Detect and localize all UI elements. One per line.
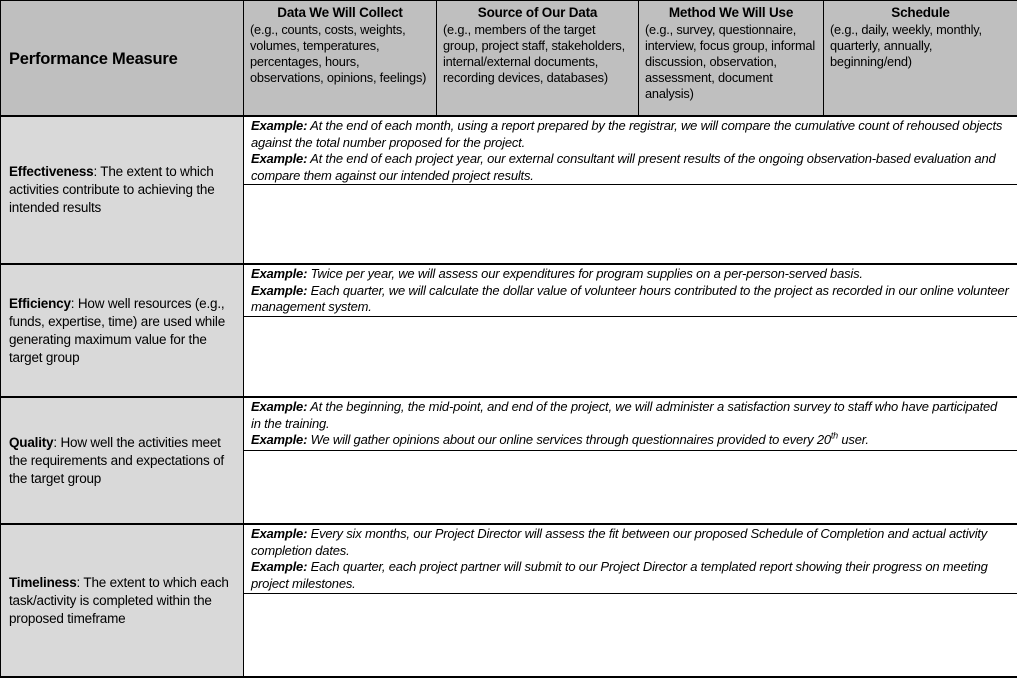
table-header-row <box>1 1 1017 117</box>
header-data-we-will-collect <box>244 1 437 115</box>
measure-text <box>9 295 233 367</box>
table-row <box>1 117 1017 265</box>
header-performance-measure-label: Performance Measure <box>9 50 178 68</box>
example-label: Example: <box>251 118 308 133</box>
example-line: Example: At the beginning, the mid-point, and end of the project, we will administer a satisfaction survey to staff who have participated in the training. <box>251 399 998 431</box>
column-description: (e.g., daily, weekly, monthly, quarterly, annually, beginning/end) <box>830 22 982 69</box>
example-label: Example: <box>251 526 308 541</box>
header-schedule <box>824 1 1017 115</box>
example-line: Example: Each quarter, we will calculate the dollar value of volunteer hours contributed to the project as recorded in our online volunteer management system. <box>251 282 1009 314</box>
header-method-we-will-use <box>639 1 824 115</box>
column-title: Schedule <box>891 5 950 20</box>
table-row <box>1 525 1017 678</box>
examples-block <box>244 525 1017 594</box>
column-description: (e.g., counts, costs, weights, volumes, temperatures, percentages, hours, observations, opinions, feelings) <box>250 22 427 85</box>
measure-definition: : How well the activities meet the requirements and expectations of the target group <box>9 434 224 486</box>
measure-cell <box>1 117 244 263</box>
measure-definition: : How well resources (e.g., funds, expertise, time) are used while generating maximum value for the target group <box>9 295 226 365</box>
column-title: Data We Will Collect <box>277 5 403 20</box>
measure-term: Timeliness <box>9 574 77 590</box>
column-description: (e.g., members of the target group, project staff, stakeholders, internal/external documents, recording devices, databases) <box>443 22 625 85</box>
example-label: Example: <box>251 399 308 414</box>
header-source-of-our-data <box>437 1 639 115</box>
measure-definition: : The extent to which activities contribute to achieving the intended results <box>9 164 215 215</box>
column-title: Source of Our Data <box>477 5 598 20</box>
entry-fill-area[interactable] <box>244 594 1017 676</box>
example-label: Example: <box>251 151 308 166</box>
examples-block <box>244 398 1017 451</box>
measure-text <box>9 163 233 217</box>
entry-column <box>244 525 1017 676</box>
example-line: Example: Every six months, our Project Director will assess the fit between our proposed Schedule of Completion and actual activity completion dates. <box>251 526 988 558</box>
column-title: Method We Will Use <box>668 5 794 20</box>
entry-column <box>244 117 1017 263</box>
example-label: Example: <box>251 559 308 574</box>
measure-cell <box>1 398 244 523</box>
example-line: Example: At the end of each month, using a report prepared by the registrar, we will compare the cumulative count of rehoused objects against the total number proposed for the project. <box>251 118 1003 150</box>
measure-cell <box>1 265 244 396</box>
measure-term: Efficiency <box>9 295 71 311</box>
measure-cell <box>1 525 244 676</box>
measure-term: Effectiveness <box>9 164 94 179</box>
example-label: Example: <box>251 266 308 281</box>
example-label: Example: <box>251 432 308 447</box>
entry-fill-area[interactable] <box>244 317 1017 396</box>
examples-block <box>244 117 1017 185</box>
header-performance-measure <box>1 1 244 115</box>
entry-column <box>244 398 1017 523</box>
example-line: Example: At the end of each project year, our external consultant will present results of the ongoing observation-based evaluation and compare them against our intended project results. <box>251 151 996 183</box>
example-line: Example: Each quarter, each project partner will submit to our Project Director a templated report showing their progress on meeting project milestones. <box>251 559 988 591</box>
example-line: Example: Twice per year, we will assess our expenditures for program supplies on a per-person-served basis. <box>251 266 863 281</box>
example-line: Example: We will gather opinions about our online services through questionnaires provided to every 20th user. <box>251 430 869 447</box>
example-label: Example: <box>251 282 308 298</box>
measure-text <box>9 574 233 628</box>
examples-block <box>244 265 1017 317</box>
table-body <box>1 117 1017 678</box>
entry-column <box>244 265 1017 396</box>
measure-text <box>9 434 233 488</box>
entry-fill-area[interactable] <box>244 451 1017 523</box>
entry-fill-area[interactable] <box>244 185 1017 263</box>
table-row <box>1 398 1017 525</box>
table-row <box>1 265 1017 398</box>
measure-definition: : The extent to which each task/activity is completed within the proposed timeframe <box>9 574 229 626</box>
column-description: (e.g., survey, questionnaire, interview, focus group, informal discussion, observation, assessment, document analysis) <box>645 22 815 101</box>
measure-term: Quality <box>9 434 54 450</box>
